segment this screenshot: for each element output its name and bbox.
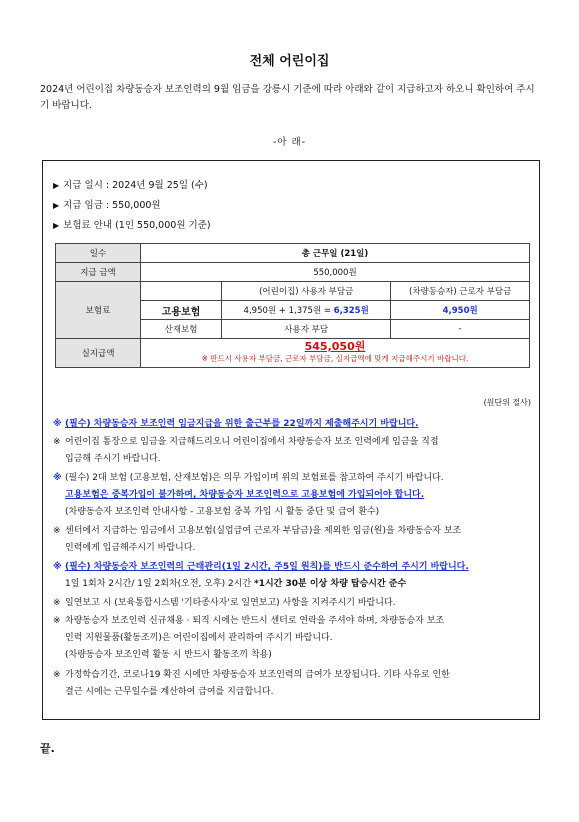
wage-table <box>55 243 530 368</box>
pay-label: 지급 금액 <box>56 263 141 282</box>
end-mark: 끝. <box>40 742 55 755</box>
note-7: ※ 차량동승자 보조인력 신규채용 · 퇴직 시에는 반드시 센터로 연락을 주셔야 하며, 차량동승자 보조 인력 지원물품(활동조끼)은 어린이집에서 관리하여 주시기 바랍니다. (차량동승자 보조인력 활동 시 반드시 활동조끼 착용) <box>53 616 445 660</box>
note-1: ※ (필수) 차량동승자 보조인력 임금지급을 위한 출근부를 22일까지 제출해주시기 바랍니다. <box>53 419 419 429</box>
triangle-icon: ▶ <box>53 181 60 190</box>
employment-label: 고용보험 <box>141 301 222 320</box>
head-employer: (어린이집) 사용자 부담금 <box>222 282 391 301</box>
employment-employer: 4,950원 + 1,375원 = 6,325원 <box>222 301 391 320</box>
bullet-wage: ▶ 지급 임금 : 550,000원 <box>53 200 161 211</box>
days-value: 총 근무일 (21일) <box>141 244 530 263</box>
triangle-icon: ▶ <box>53 201 60 210</box>
head-employee: (차량동승자) 근로자 부담금 <box>391 282 530 301</box>
actual-cell <box>141 339 530 368</box>
table-row <box>56 339 530 368</box>
actual-value: 545,050원 <box>304 340 366 353</box>
days-label: 일수 <box>56 244 141 263</box>
actual-note: ※ 반드시 사용자 부담금, 근로자 부담금, 실지급액에 맞게 지급해주시기 바랍니다. <box>201 354 469 363</box>
note-4: ※ 센터에서 지급하는 임금에서 고용보험(실업급여 근로자 부담금)을 제외한 임금(원)을 차량동승자 보조 인력에게 입금해주시기 바랍니다. <box>53 526 462 553</box>
details-box <box>42 160 540 720</box>
bullet-insurance: ▶ 보험료 안내 (1인 550,000원 기준) <box>53 220 211 231</box>
note-8: ※ 가정학습기간, 코로나19 확진 시에만 차량동승자 보조인력의 급여가 보장됩니다. 기타 사유로 인한 결근 시에는 근무일수를 계산하여 급여를 지급합니다. <box>53 670 450 697</box>
bullet-date: ▶ 지급 일시 : 2024년 9월 25일 (수) <box>53 180 208 191</box>
industrial-employer: 사용자 부담 <box>222 320 391 339</box>
intro-paragraph: 2024년 어린이집 차량동승자 보조인력의 9월 임금을 강릉시 기준에 따라 아래와 같이 지급하고자 하오니 확인하여 주시기 바랍니다. <box>40 84 535 111</box>
pay-value: 550,000원 <box>141 263 530 282</box>
table-row <box>56 244 530 263</box>
insurance-label: 보험료 <box>56 282 141 339</box>
table-row <box>56 263 530 282</box>
industrial-employee: - <box>391 320 530 339</box>
table-row <box>56 282 530 301</box>
note-3: ※ (필수) 2대 보험 (고용보험, 산재보험)은 의무 가입이며 위의 보험료를 참고하여 주시기 바랍니다. 고용보험은 중복가입이 불가하며, 차량동승자 보조인력으로 고용보험에 가입되어야 합니다. (차량동승자 보조인력 안내사항 - 고용보험 중복 가입 시 활동 중단 및 급여 환수) <box>53 473 444 517</box>
note-6: ※ 일연보고 시 (보육통합시스템 '기타종사자'로 일연보고) 사항을 지켜주시기 바랍니다. <box>53 598 396 608</box>
industrial-label: 산재보험 <box>141 320 222 339</box>
page-title: 전체 어린이집 <box>249 54 330 69</box>
note-5: ※ (필수) 차량동승자 보조인력의 근태관리(1일 2시간, 주5일 원칙)를 반드시 준수하여 주시기 바랍니다. 1일 1회차 2시간/ 1일 2회차(오전, 오후) 2시간 *1시간 30분 이상 차량 탑승시간 준수 <box>53 562 469 589</box>
triangle-icon: ▶ <box>53 221 60 230</box>
blank-cell <box>141 282 222 301</box>
actual-label: 실지급액 <box>56 339 141 368</box>
note-2: ※ 어린이집 통장으로 임금을 지급해드리오니 어린이집에서 차량동승자 보조 인력에게 임금을 직접 입금해 주시기 바랍니다. <box>53 437 439 464</box>
employment-employee: 4,950원 <box>391 301 530 320</box>
a-heading: -아 래- <box>272 137 307 148</box>
unit-note: (원단위 절사) <box>483 398 531 407</box>
